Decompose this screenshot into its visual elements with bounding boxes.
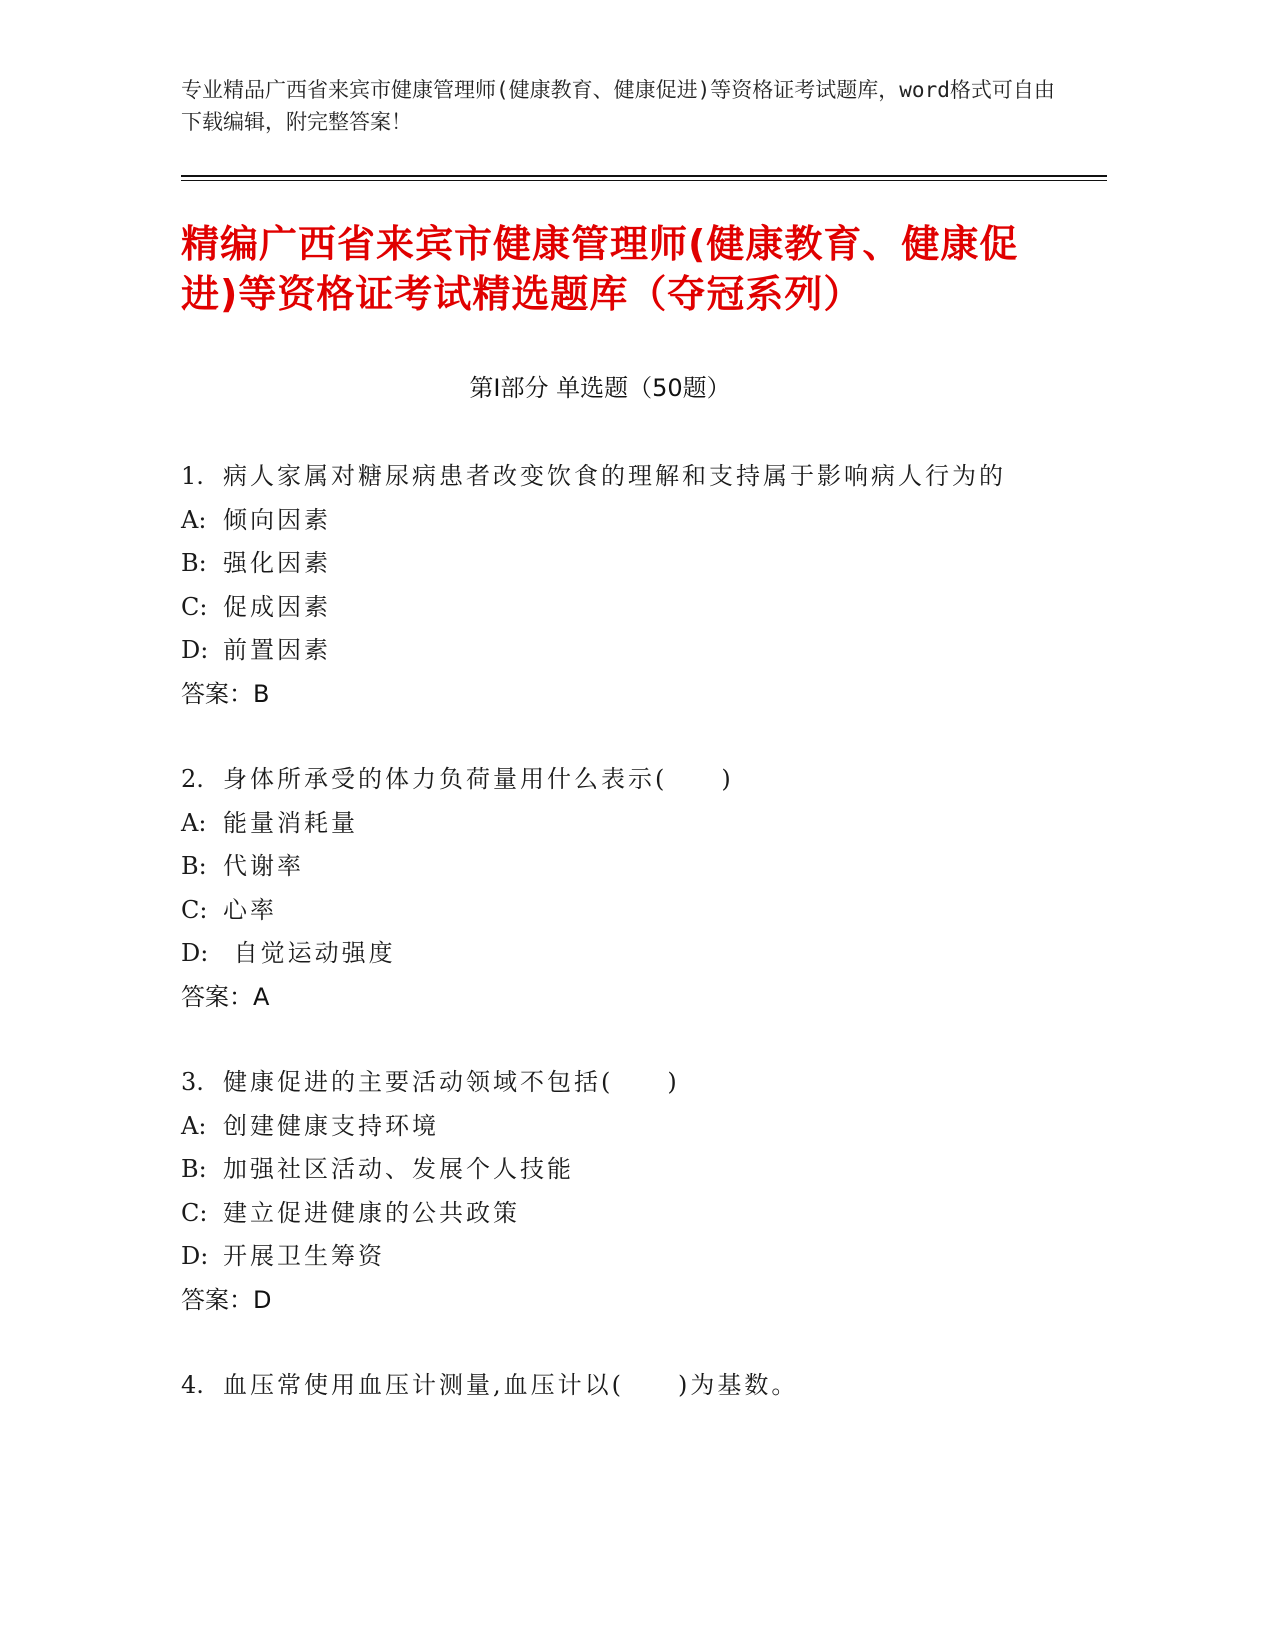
document-title: 精编广西省来宾市健康管理师(健康教育、健康促进)等资格证考试精选题库（夺冠系列） bbox=[181, 222, 1019, 316]
option-text: 促成因素 bbox=[223, 592, 331, 621]
question-number: 3. bbox=[181, 1068, 204, 1096]
option-c bbox=[181, 586, 1061, 630]
option-b bbox=[181, 845, 1061, 889]
option-key: D: bbox=[181, 1242, 209, 1270]
question-1 bbox=[181, 455, 1061, 716]
option-text: 创建健康支持环境 bbox=[223, 1111, 439, 1140]
option-text: 自觉运动强度 bbox=[223, 939, 396, 967]
question-3 bbox=[181, 1061, 1061, 1322]
header-divider-thin bbox=[181, 180, 1107, 181]
option-key: A: bbox=[181, 808, 207, 837]
option-key: C: bbox=[181, 1198, 208, 1227]
option-text: 代谢率 bbox=[223, 852, 304, 880]
question-stem bbox=[181, 455, 1061, 499]
question-4 bbox=[181, 1364, 1061, 1408]
header-divider-thick bbox=[181, 175, 1107, 177]
option-a bbox=[181, 802, 1061, 846]
option-key: A: bbox=[181, 505, 207, 534]
option-b bbox=[181, 542, 1061, 586]
question-number: 1. bbox=[181, 462, 204, 490]
option-key: C: bbox=[181, 895, 208, 924]
question-2 bbox=[181, 758, 1061, 1019]
answer-line: 答案：D bbox=[181, 1285, 272, 1314]
question-text: 血压常使用血压计测量,血压计以( )为基数。 bbox=[223, 1371, 799, 1399]
question-number: 4. bbox=[181, 1371, 204, 1399]
header-note: 专业精品广西省来宾市健康管理师(健康教育、健康促进)等资格证考试题库，word格式可自由下载编辑，附完整答案！ bbox=[181, 78, 1055, 134]
option-key: D: bbox=[181, 939, 209, 967]
option-a bbox=[181, 499, 1061, 543]
option-key: B: bbox=[181, 852, 207, 880]
question-list bbox=[181, 455, 1061, 1450]
option-d bbox=[181, 1235, 1061, 1279]
answer-line: 答案：A bbox=[181, 982, 270, 1011]
option-text: 倾向因素 bbox=[223, 505, 331, 534]
option-d bbox=[181, 629, 1061, 673]
question-stem bbox=[181, 1061, 1061, 1105]
option-text: 强化因素 bbox=[223, 549, 331, 577]
option-key: C: bbox=[181, 592, 208, 621]
question-text: 身体所承受的体力负荷量用什么表示( ) bbox=[223, 765, 734, 793]
question-number: 2. bbox=[181, 765, 204, 793]
option-text: 开展卫生筹资 bbox=[223, 1242, 385, 1270]
option-text: 前置因素 bbox=[223, 636, 331, 664]
option-key: D: bbox=[181, 636, 209, 664]
option-a bbox=[181, 1105, 1061, 1149]
section-heading: 第Ⅰ部分 单选题（50题） bbox=[469, 374, 731, 402]
option-c bbox=[181, 889, 1061, 933]
option-key: B: bbox=[181, 1155, 207, 1183]
option-text: 心率 bbox=[223, 895, 277, 924]
option-text: 建立促进健康的公共政策 bbox=[223, 1198, 520, 1227]
question-stem bbox=[181, 758, 1061, 802]
question-stem bbox=[181, 1364, 1061, 1408]
question-text: 病人家属对糖尿病患者改变饮食的理解和支持属于影响病人行为的 bbox=[223, 462, 1006, 490]
option-c bbox=[181, 1192, 1061, 1236]
option-text: 加强社区活动、发展个人技能 bbox=[223, 1155, 574, 1183]
option-key: A: bbox=[181, 1111, 207, 1140]
option-b bbox=[181, 1148, 1061, 1192]
option-d bbox=[181, 932, 1061, 976]
answer-line: 答案：B bbox=[181, 679, 270, 708]
option-text: 能量消耗量 bbox=[223, 808, 358, 837]
option-key: B: bbox=[181, 549, 207, 577]
question-text: 健康促进的主要活动领域不包括( ) bbox=[223, 1068, 680, 1096]
